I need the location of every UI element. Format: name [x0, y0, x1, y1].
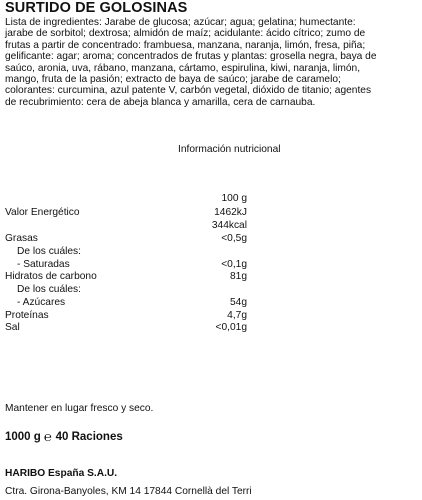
nutrition-value: 54g [230, 297, 247, 308]
nutrition-per-row [5, 193, 265, 205]
nutrition-value: <0,1g [221, 259, 247, 270]
nutrition-value: <0,01g [215, 322, 247, 333]
nutrition-row [5, 271, 265, 283]
nutrition-label: - Saturadas [17, 259, 70, 270]
nutrition-row [5, 207, 265, 219]
nutrition-label: - Azúcares [17, 297, 66, 308]
net-weight-line [5, 428, 123, 444]
product-title: SURTIDO DE GOLOSINAS [5, 0, 188, 16]
nutrition-heading: Información nutricional [178, 144, 281, 155]
storage-instructions: Mantener en lugar fresco y seco. [5, 403, 154, 414]
servings: 40 Raciones [55, 431, 123, 443]
nutrition-row [5, 246, 265, 258]
nutrition-label: De los cuáles: [17, 246, 81, 257]
ingredients-line: saúco, aronia, uva, rábano, manzana, cártamo, espirulina, kiwi, naranja, limón, [5, 62, 361, 74]
nutrition-value: 344kcal [211, 220, 247, 231]
nutrition-label: Proteínas [5, 310, 49, 321]
estimated-sign-icon: ℮ [43, 428, 52, 444]
nutrition-label: Valor Energético [5, 207, 80, 218]
nutrition-per-label: 100 g [221, 193, 247, 204]
nutrition-value: <0,5g [221, 233, 247, 244]
ingredients-line: mango, fruta de la pasión; extracto de baya de saúco; jarabe de caramelo; [5, 74, 341, 86]
net-weight: 1000 g [5, 431, 41, 443]
nutrition-value: 1462kJ [214, 207, 247, 218]
nutrition-value: 81g [230, 271, 247, 282]
nutrition-row [5, 322, 265, 334]
ingredients-list [5, 17, 417, 108]
ingredients-line: jarabe de sorbitol; dextrosa; almidón de maíz; acidulante: ácido cítrico; zumo de [5, 28, 366, 40]
nutrition-label: Sal [5, 322, 20, 333]
ingredients-line: de recubrimiento: cera de abeja blanca y amarilla, cera de carnauba. [5, 96, 316, 108]
ingredients-line: colorantes: curcumina, azul patente V, carbón vegetal, dióxido de titanio; agentes [5, 85, 372, 97]
nutrition-row [5, 233, 265, 245]
company-address: Ctra. Girona-Banyoles, KM 14 17844 Cornellà del Terri [5, 486, 252, 497]
nutrition-row [5, 284, 265, 296]
nutrition-row [5, 310, 265, 322]
nutrition-value: 4,7g [227, 310, 247, 321]
ingredients-line: Lista de ingredientes: Jarabe de glucosa; azúcar; agua; gelatina; humectante: [5, 17, 356, 28]
nutrition-label: Grasas [5, 233, 38, 244]
nutrition-row [5, 297, 265, 309]
nutrition-row [5, 259, 265, 271]
ingredients-line: gelificante: agar; aroma; concentrados de frutas y plantas: grosella negra, baya de [5, 51, 377, 63]
nutrition-label: Hidratos de carbono [5, 271, 97, 282]
company-name: HARIBO España S.A.U. [5, 468, 118, 479]
nutrition-label: De los cuáles: [17, 284, 81, 295]
nutrition-row [5, 220, 265, 232]
ingredients-line: frutas a partir de concentrado: frambuesa, manzana, naranja, limón, fresa, piña; [5, 39, 366, 51]
